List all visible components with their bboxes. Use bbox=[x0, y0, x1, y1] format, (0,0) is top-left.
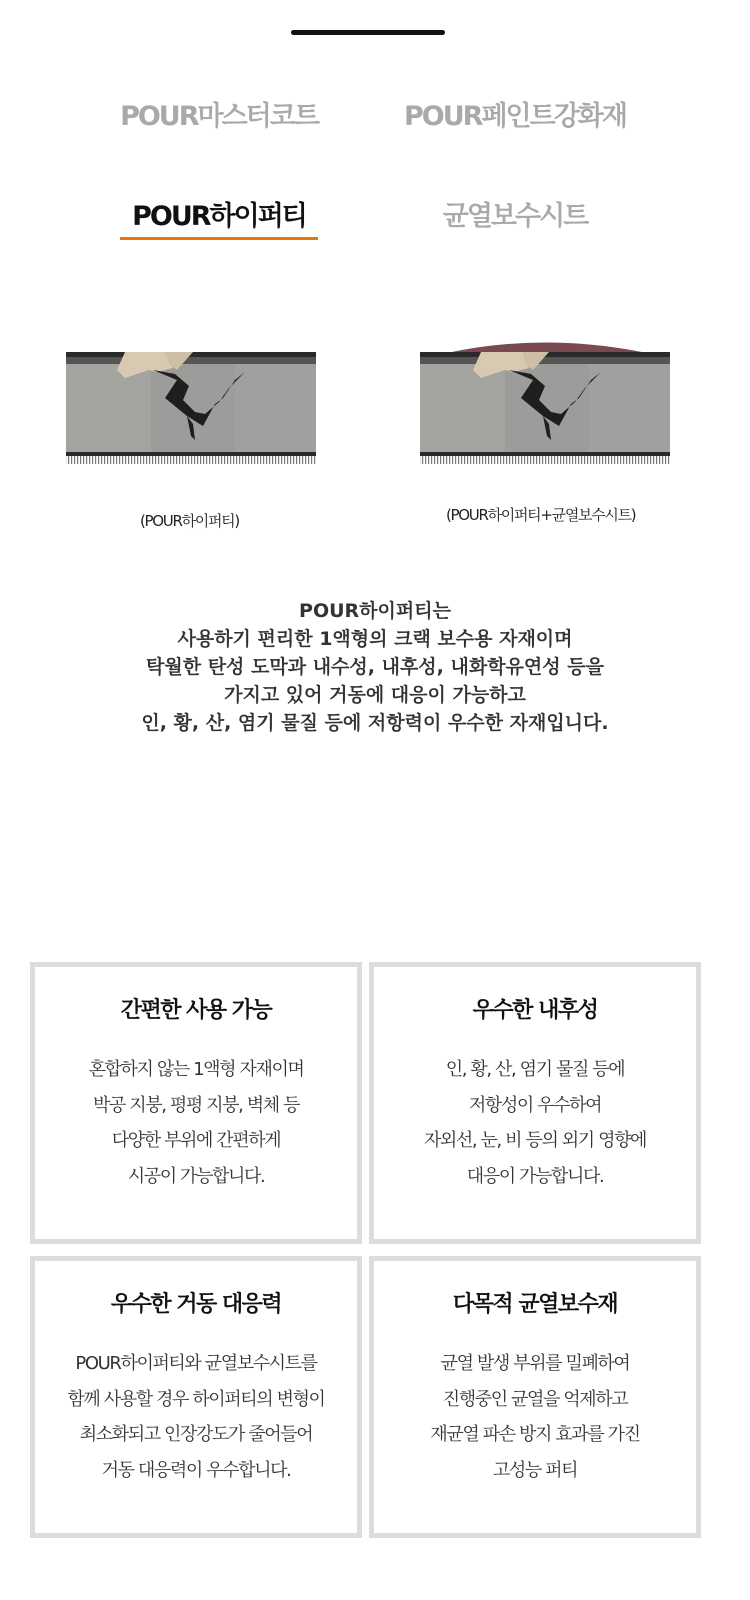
description-line: 가지고 있어 거동에 대응이 가능하고 bbox=[224, 684, 526, 706]
crack-diagram-putty bbox=[65, 340, 317, 468]
feature-title: 우수한 거동 대응력 bbox=[110, 1292, 282, 1317]
feature-line: 진행중인 균열을 억제하고 bbox=[442, 1388, 628, 1410]
feature-line: 박공 지붕, 평평 지붕, 벽체 등 bbox=[92, 1094, 300, 1116]
feature-line: 최소화되고 인장강도가 줄어들어 bbox=[79, 1424, 313, 1445]
feature-line: POUR하이퍼티와 균열보수시트를 bbox=[75, 1353, 317, 1374]
feature-line: 대응이 가능합니다. bbox=[466, 1165, 604, 1187]
feature-card-movement-response bbox=[30, 1256, 362, 1538]
description-line: POUR하이퍼티는 bbox=[299, 600, 451, 622]
feature-line: 고성능 퍼티 bbox=[492, 1459, 578, 1481]
feature-line: 함께 사용할 경우 하이퍼티의 변형이 bbox=[67, 1388, 325, 1410]
top-handle-bar bbox=[291, 30, 445, 35]
product-description bbox=[60, 597, 690, 737]
crack-diagram-putty-sheet bbox=[419, 340, 671, 468]
feature-title: 간편한 사용 가능 bbox=[120, 998, 272, 1023]
feature-line: 저항성이 우수하여 bbox=[468, 1094, 602, 1116]
tab-crack-repair-sheet[interactable]: 균열보수시트 bbox=[442, 201, 588, 232]
feature-line: 균열 발생 부위를 밀폐하여 bbox=[440, 1353, 630, 1374]
feature-line: 재균열 파손 방지 효과를 가진 bbox=[430, 1424, 640, 1445]
feature-line: 시공이 가능합니다. bbox=[127, 1165, 265, 1187]
tab-pour-paint-hardener[interactable]: POUR페인트강화재 bbox=[404, 101, 626, 132]
feature-line: 다양한 부위에 간편하게 bbox=[111, 1130, 281, 1151]
active-tab-indicator bbox=[120, 237, 318, 240]
feature-line: 자외선, 눈, 비 등의 외기 영향에 bbox=[423, 1130, 647, 1151]
tab-pour-hyper-putty[interactable]: POUR하이퍼티 bbox=[132, 201, 306, 232]
caption-putty-sheet: (POUR하이퍼티+균열보수시트) bbox=[446, 506, 636, 524]
feature-line: 거동 대응력이 우수합니다. bbox=[101, 1459, 291, 1481]
feature-card-weather-resistance bbox=[369, 962, 701, 1244]
tab-pour-master-coat[interactable]: POUR마스터코트 bbox=[120, 101, 318, 132]
feature-card-easy-use bbox=[30, 962, 362, 1244]
feature-card-multipurpose bbox=[369, 1256, 701, 1538]
description-line: 인, 황, 산, 염기 물질 등에 저항력이 우수한 자재입니다. bbox=[141, 712, 609, 734]
feature-title: 우수한 내후성 bbox=[472, 998, 598, 1023]
feature-line: 인, 황, 산, 염기 물질 등에 bbox=[445, 1059, 625, 1080]
caption-putty: (POUR하이퍼티) bbox=[140, 512, 239, 530]
description-line: 사용하기 편리한 1액형의 크랙 보수용 자재이며 bbox=[177, 628, 573, 650]
feature-line: 혼합하지 않는 1액형 자재이며 bbox=[88, 1059, 304, 1080]
feature-title: 다목적 균열보수재 bbox=[452, 1292, 618, 1317]
description-line: 탁월한 탄성 도막과 내수성, 내후성, 내화학유연성 등을 bbox=[146, 656, 604, 678]
